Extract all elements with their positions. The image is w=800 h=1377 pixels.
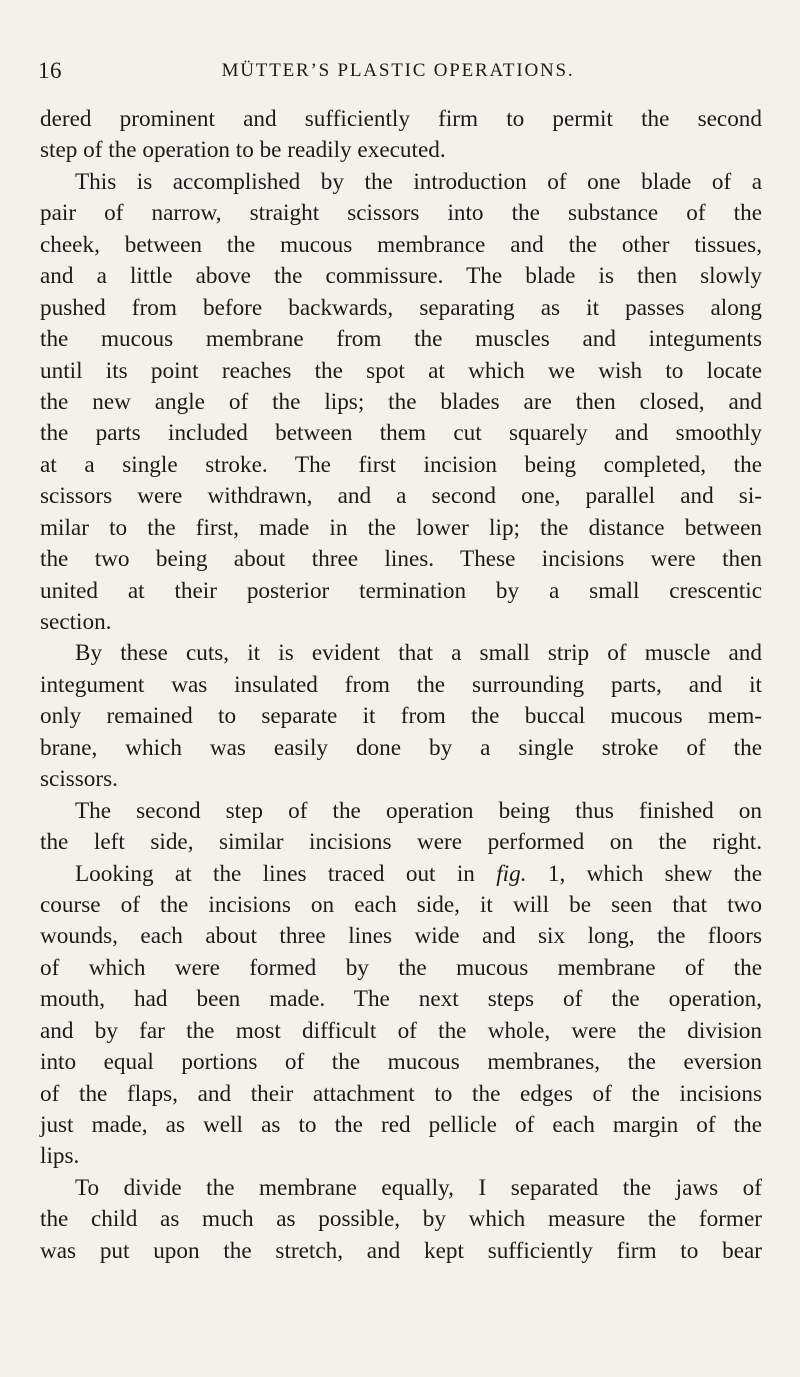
text-line: This is accomplished by the introduction of one blade of a <box>75 168 762 195</box>
text-line: dered prominent and sufficiently firm to permit the second <box>40 106 762 132</box>
text-segment: 1, which shew the <box>526 860 762 887</box>
text-line: united at their posterior termination by a small crescentic <box>40 577 762 604</box>
body-text <box>40 104 762 1267</box>
text-line: into equal portions of the mucous membranes, the eversion <box>40 1049 762 1076</box>
text-line: pair of narrow, straight scissors into the substance of the <box>40 200 762 227</box>
text-line: wounds, each about three lines wide and six long, the floors <box>40 923 762 950</box>
text-line: pushed from before backwards, separating as it passes along <box>40 294 762 321</box>
text-line: just made, as well as to the red pellicle of each margin of the <box>40 1112 762 1138</box>
text-line: course of the incisions on each side, it will be seen that two <box>40 891 762 918</box>
text-line: scissors were withdrawn, and a second one, parallel and si- <box>40 483 762 510</box>
figure-reference: fig. <box>496 860 527 887</box>
text-line: scissors. <box>40 766 118 793</box>
text-line: the mucous membrane from the muscles and integuments <box>40 326 762 353</box>
text-line: cheek, between the mucous membrance and the other tissues, <box>40 231 762 258</box>
text-line: the parts included between them cut squarely and smoothly <box>40 420 762 447</box>
text-line: step of the operation to be readily executed. <box>40 137 446 164</box>
text-line: only remained to separate it from the buccal mucous mem- <box>40 703 762 730</box>
text-line: The second step of the operation being thus finished on <box>75 797 762 824</box>
text-line: the left side, similar incisions were performed on the right. <box>40 829 762 856</box>
text-line: the child as much as possible, by which measure the former <box>40 1206 762 1233</box>
page-number: 16 <box>38 58 62 83</box>
running-title: MÜTTER’S PLASTIC OPERATIONS. <box>221 60 575 81</box>
text-line: To divide the membrane equally, I separated the jaws of <box>75 1174 762 1201</box>
text-line: and a little above the commissure. The blade is then slowly <box>40 263 762 290</box>
text-line: integument was insulated from the surrounding parts, and it <box>40 671 762 698</box>
text-line: lips. <box>40 1143 80 1170</box>
text-line: By these cuts, it is evident that a small strip of muscle and <box>75 640 762 667</box>
text-line: of which were formed by the mucous membrane of the <box>40 954 762 981</box>
text-segment: Looking at the lines traced out in <box>75 860 497 887</box>
text-line: was put upon the stretch, and kept sufficiently firm to bear <box>40 1237 762 1264</box>
text-line: mouth, had been made. The next steps of the operation, <box>40 986 762 1013</box>
text-line: the new angle of the lips; the blades are then closed, and <box>40 388 762 415</box>
text-line: and by far the most difficult of the whole, were the division <box>40 1017 762 1044</box>
text-line: the two being about three lines. These incisions were then <box>40 546 762 573</box>
text-line: at a single stroke. The first incision being completed, the <box>40 451 762 478</box>
text-line <box>40 859 762 890</box>
text-line: until its point reaches the spot at which we wish to locate <box>40 357 762 384</box>
text-line: brane, which was easily done by a single stroke of the <box>40 734 762 761</box>
page-header <box>38 58 758 88</box>
text-line: milar to the first, made in the lower lip; the distance between <box>40 514 762 541</box>
text-line: section. <box>40 609 112 635</box>
text-line: of the flaps, and their attachment to the edges of the incisions <box>40 1080 762 1107</box>
